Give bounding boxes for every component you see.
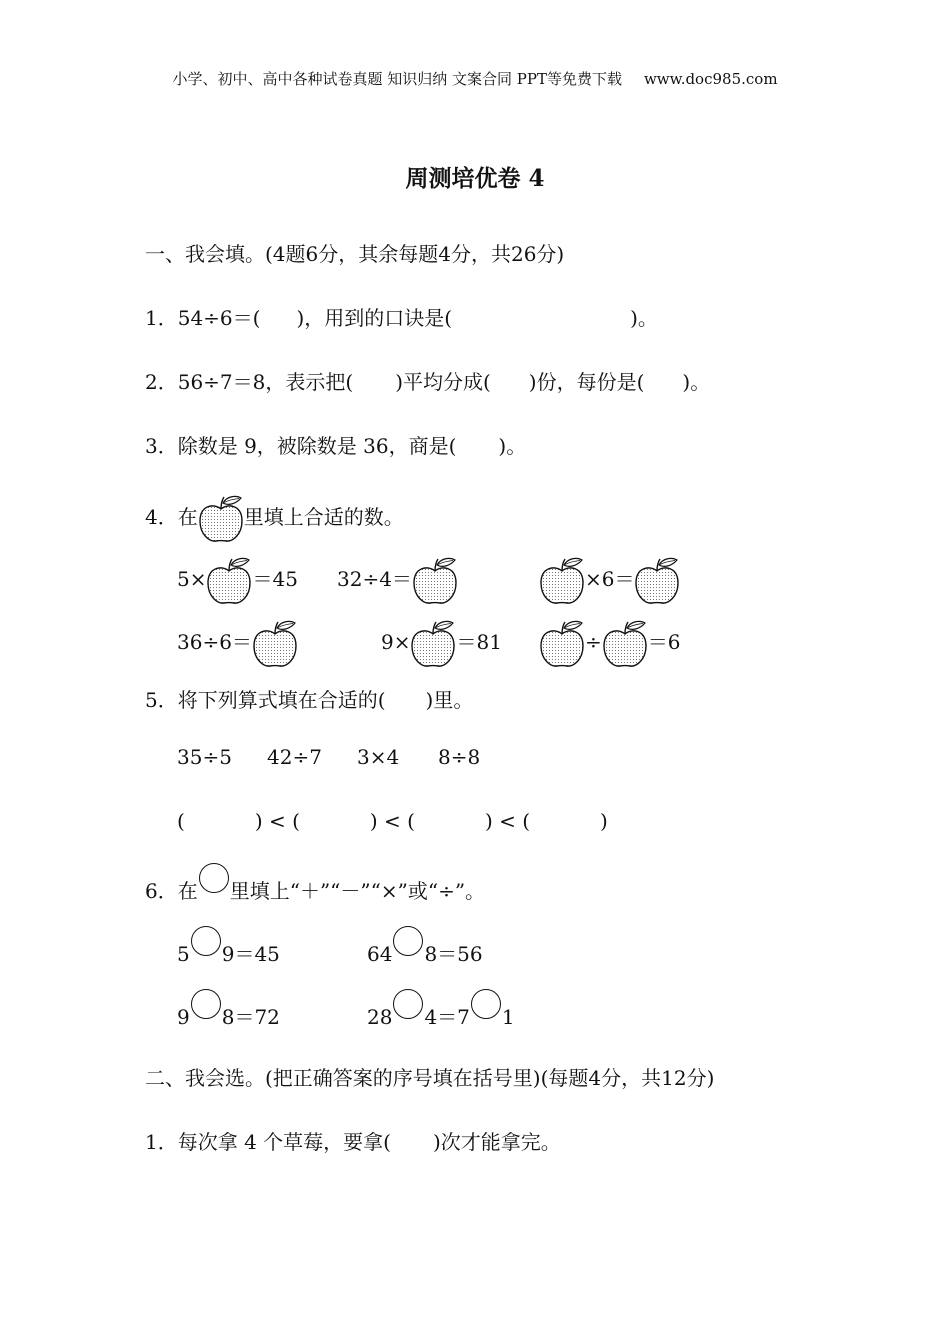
operator-circle[interactable] bbox=[191, 989, 221, 1019]
q4-expression: 9× ＝81 bbox=[381, 619, 502, 669]
page-header bbox=[0, 68, 950, 89]
question-1-1: 1．54÷6＝( )，用到的口诀是( )。 bbox=[145, 306, 658, 330]
question-1-3: 3．除数是 9，被除数是 36，商是( )。 bbox=[145, 434, 527, 458]
q6-equation: 9 8＝72 bbox=[177, 998, 280, 1030]
apple-icon[interactable] bbox=[602, 619, 648, 669]
q4-expression: ÷ ＝6 bbox=[539, 619, 681, 669]
apple-icon[interactable] bbox=[539, 619, 585, 669]
apple-icon[interactable] bbox=[539, 556, 585, 606]
section1-heading: 一、我会填。(4题6分，其余每题4分，共26分) bbox=[145, 242, 565, 266]
section2-heading: 二、我会选。(把正确答案的序号填在括号里)(每题4分，共12分) bbox=[145, 1066, 715, 1090]
q6-equation: 5 9＝45 bbox=[177, 935, 280, 967]
q4-expression: ×6＝ bbox=[539, 556, 680, 606]
q6-equation: 64 8＝56 bbox=[367, 935, 483, 967]
question-1-5-intro: 5．将下列算式填在合适的( )里。 bbox=[145, 688, 474, 712]
q5-expr-3: 3×4 bbox=[357, 745, 400, 769]
q4-expression: 5× ＝45 bbox=[177, 556, 298, 606]
operator-circle[interactable] bbox=[191, 926, 221, 956]
operator-circle[interactable] bbox=[393, 989, 423, 1019]
apple-icon[interactable] bbox=[206, 556, 252, 606]
apple-icon[interactable] bbox=[412, 556, 458, 606]
header-text: 小学、初中、高中各种试卷真题 知识归纳 文案合同 PPT等免费下载 bbox=[172, 70, 622, 88]
q5-expr-2: 42÷7 bbox=[267, 745, 322, 769]
q5-comparison: ( ) < ( ) < ( ) < ( ) bbox=[177, 809, 608, 833]
question-1-4-intro: 4．在 里填上合适的数。 bbox=[145, 494, 404, 544]
q5-expr-1: 35÷5 bbox=[177, 745, 232, 769]
circle-icon bbox=[199, 863, 229, 893]
apple-icon[interactable] bbox=[410, 619, 456, 669]
question-2-1: 1．每次拿 4 个草莓，要拿( )次才能拿完。 bbox=[145, 1130, 561, 1154]
page-title: 周测培优卷 4 bbox=[405, 165, 545, 192]
q6-equation: 28 4＝7 1 bbox=[367, 998, 515, 1030]
apple-icon[interactable] bbox=[252, 619, 298, 669]
q5-expr-4: 8÷8 bbox=[438, 745, 481, 769]
apple-icon bbox=[198, 494, 244, 544]
apple-icon[interactable] bbox=[634, 556, 680, 606]
operator-circle[interactable] bbox=[393, 926, 423, 956]
q4-expression: 32÷4＝ bbox=[337, 556, 458, 606]
question-1-2: 2．56÷7＝8，表示把( )平均分成( )份，每份是( )。 bbox=[145, 370, 711, 394]
header-site[interactable]: www.doc985.com bbox=[643, 70, 778, 88]
q4-expression: 36÷6＝ bbox=[177, 619, 298, 669]
question-1-6-intro: 6．在 里填上“＋”“－”“×”或“÷”。 bbox=[145, 872, 485, 904]
operator-circle[interactable] bbox=[471, 989, 501, 1019]
